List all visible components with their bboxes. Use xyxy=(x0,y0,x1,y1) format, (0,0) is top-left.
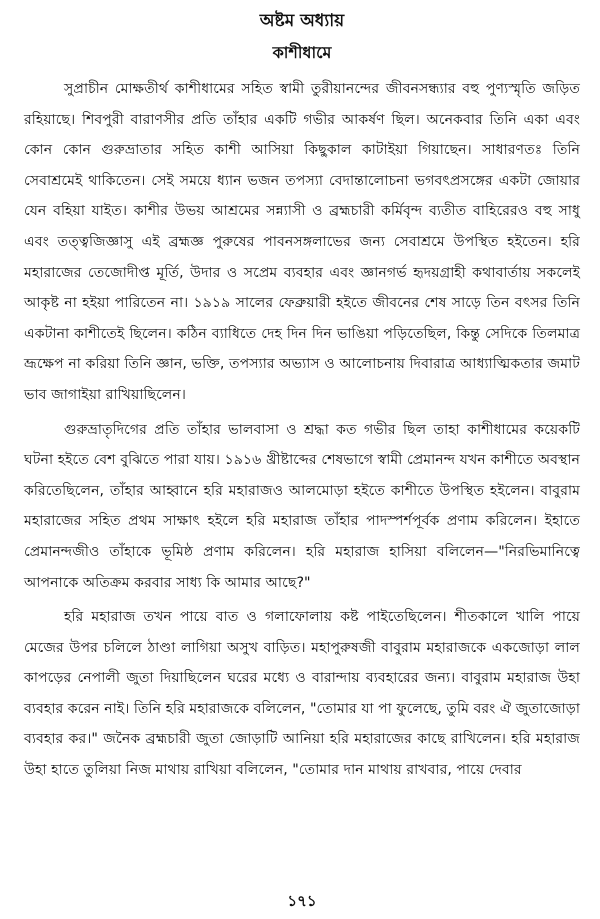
page-number: ১৭১ xyxy=(287,892,317,910)
paragraph-3: হরি মহারাজ তখন পায়ে বাত ও গলাফোলায় কষ্ট পাইতেছিলেন। শীতকালে খালি পায়ে মেজের উপর চলিলে ঠাণ্ডা লাগিয়া অসুখ বাড়িত। মহাপুরুষজী বাবুরাম মহারাজকে একজোড়া লাল কাপড়ের নেপালী জুতা দিয়াছিলেন ঘরের মধ্যে ও বারান্দায় ব্যবহারের জন্য। বাবুরাম মহারাজ উহা ব্যবহার করেন নাই। তিনি হরি মহারাজকে বলিলেন, "তোমার যা পা ফুলেছে, তুমি বরং ঐ জুতাজোড়া ব্যবহার কর।" জনৈক ব্রহ্মচারী জুতা জোড়াটি আনিয়া হরি মহারাজের কাছে রাখিলেন। হরি মহারাজ উহা হাতে তুলিয়া নিজ মাথায় রাখিয়া বলিলেন, "তোমার দান মাথায় রাখবার, পায়ে দেবার xyxy=(24,609,580,779)
paragraph-1: সুপ্রাচীন মোক্ষতীর্থ কাশীধামের সহিত স্বামী তুরীয়ানন্দের জীবনসন্ধ্যার বহু পুণ্যস্মৃতি জড়িত রহিয়াছে। শিবপুরী বারাণসীর প্রতি তাঁহার একটি গভীর আকর্ষণ ছিল। অনেকবার তিনি একা এবং কোন কোন গুরুভ্রাতার সহিত কাশী আসিয়া কিছুকাল কাটাইয়া গিয়াছেন। সাধারণতঃ তিনি সেবাশ্রমেই থাকিতেন। সেই সময়ে ধ্যান ভজন তপস্যা বেদান্তালোচনা ভগবৎপ্রসঙ্গের একটা জোয়ার যেন বহিয়া যাইত। কাশীর উভয় আশ্রমের সন্ন্যাসী ও ব্রহ্মচারী কর্মিবৃন্দ ব্যতীত বাহিরেরও বহু সাধু এবং তত্ত্বজিজ্ঞাসু এই ব্রহ্মজ্ঞ পুরুষের পাবনসঙ্গলাভের জন্য সেবাশ্রমে উপস্থিত হইতেন। হরি মহারাজের তেজোদীপ্ত মূর্তি, উদার ও সপ্রেম ব্যবহার এবং জ্ঞানগর্ভ হৃদয়গ্রাহী কথাবার্তায় সকলেই আকৃষ্ট না হইয়া পারিতেন না। ১৯১৯ সালের ফেব্রুয়ারী হইতে জীবনের শেষ সাড়ে তিন বৎসর তিনি একটানা কাশীতেই ছিলেন। কঠিন ব্যাধিতে দেহ দিন দিন ভাঙিয়া পড়িতেছিল, কিন্তু সেদিকে তিলমাত্র ভ্রূক্ষেপ না করিয়া তিনি জ্ঞান, ভক্তি, তপস্যার অভ্যাস ও আলোচনায় দিবারাত্র আধ্যাত্মিকতার জমাট ভাব জাগাইয়া রাখিয়াছিলেন। xyxy=(24,81,580,403)
paragraph-2: গুরুভ্রাতৃদিগের প্রতি তাঁহার ভালবাসা ও শ্রদ্ধা কত গভীর ছিল তাহা কাশীধামের কয়েকটি ঘটনা হইতে বেশ বুঝিতে পারা যায়। ১৯১৬ খ্রীষ্টাব্দের শেষভাগে স্বামী প্রেমানন্দ যখন কাশীতে অবস্থান করিতেছিলেন, তাঁহার আহ্বানে হরি মহারাজও আলমোড়া হইতে কাশীতে উপস্থিত হইলেন। বাবুরাম মহারাজের সহিত প্রথম সাক্ষাৎ হইলে হরি মহারাজ তাঁহার পাদস্পর্শপূর্বক প্রণাম করিলেন। ইহাতে প্রেমানন্দজীও তাঁহাকে ভূমিষ্ঠ প্রণাম করিলেন। হরি মহারাজ হাসিয়া বলিলেন—"নিরভিমানিত্বে আপনাকে অতিক্রম করবার সাধ্য কি আমার আছে?" xyxy=(24,421,580,591)
section-title: কাশীধামে xyxy=(272,43,332,62)
chapter-title: অষ্টম অধ্যায় xyxy=(259,11,345,31)
book-page xyxy=(24,8,580,913)
